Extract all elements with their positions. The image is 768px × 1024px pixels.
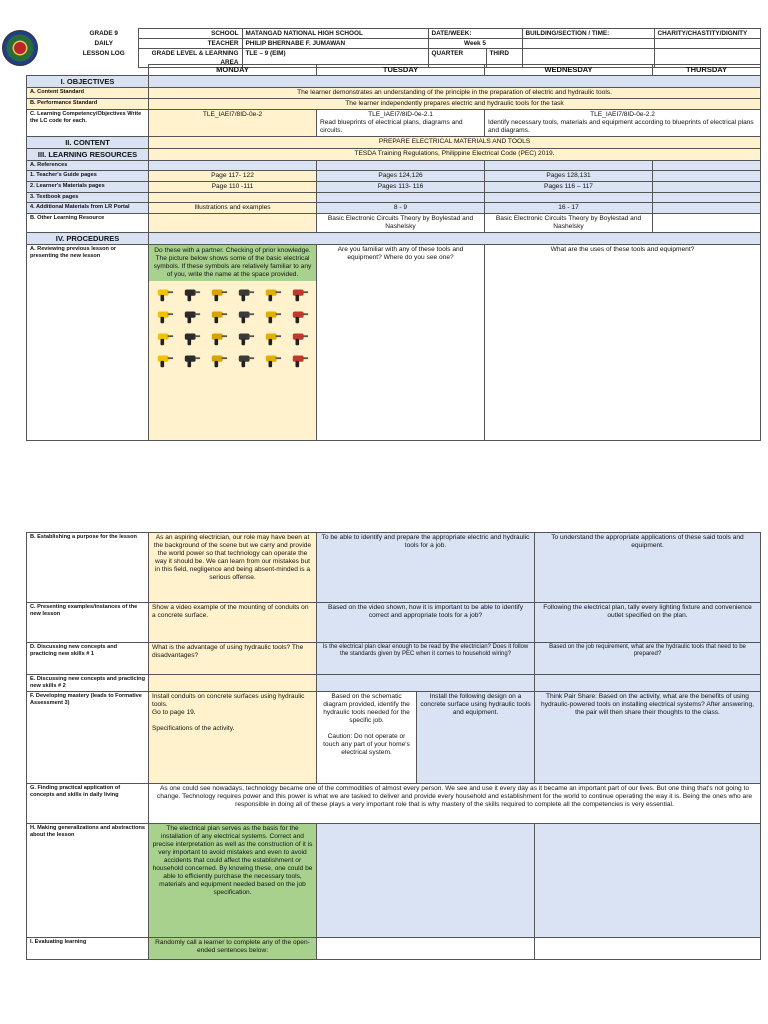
- performance-standard-text: The learner independently prepares electric and hydraulic tools for the task: [149, 99, 761, 110]
- examples-tuesday: Based on the video shown, how it is important to be able to identify correct and appropriate tools for a job?: [317, 603, 535, 643]
- competency-thursday-code: TLE_IAEI7/8ID-0e-2.2: [590, 111, 655, 118]
- date-label: DATE/WEEK:: [428, 29, 522, 39]
- school-label: SCHOOL: [138, 29, 242, 39]
- tg-pages-thursday: Pages 128,131: [485, 171, 653, 182]
- application-label: G. Finding practical application of concepts and skills in daily living: [27, 784, 149, 824]
- tg-pages-label: 1. Teacher's Guide pages: [27, 171, 149, 182]
- procedures-table: [26, 532, 761, 960]
- lm-pages-tuesday: Pages 113- 116: [317, 182, 485, 193]
- jigsaw-icon: [181, 285, 204, 303]
- mastery-wednesday: Install the following design on a concrete surface using hydraulic tools and equipment.: [417, 692, 535, 784]
- drill-icon: [288, 351, 311, 369]
- other-resource-tuesday: Basic Electronic Circuits Theory by Boylestad and Nashelsky: [317, 214, 485, 233]
- section-value: CHARITY/CHASTITY/DIGNITY: [654, 29, 760, 39]
- school-value: MATANGAD NATIONAL HIGH SCHOOL: [242, 29, 428, 39]
- content-standard-label: A. Content Standard: [27, 88, 149, 99]
- day-wednesday: WEDNESDAY: [485, 65, 653, 76]
- competency-label: C. Learning Competency/Objectives Write the LC code for each.: [27, 110, 149, 137]
- competency-thursday-text: Identify necessary tools, materials and equipment according to blueprints of electrical plans and diagrams.: [488, 119, 754, 134]
- lm-pages-label: 2. Learner's Materials pages: [27, 182, 149, 193]
- sander-icon: [261, 329, 284, 347]
- lm-pages-thursday: Pages 116 – 117: [485, 182, 653, 193]
- quarter-label: QUARTER: [428, 49, 486, 68]
- building-label: BUILDING/SECTION / TIME:: [522, 29, 654, 39]
- content-heading: II. CONTENT: [27, 137, 149, 149]
- procedures-heading: IV. PROCEDURES: [27, 233, 149, 245]
- mastery-tuesday-caution: Caution: Do not operate or touch any part of your home's electrical system.: [323, 733, 410, 756]
- teacher-value: PHILIP BHERNABE F. JUMAWAN: [242, 39, 428, 49]
- concepts-1-tuesday: Is the electrical plan clear enough to be read by the electrician? Does it follow the standards given by PEC when it comes to household wiring?: [317, 643, 535, 675]
- drill-icon: [208, 307, 231, 325]
- concepts-1-monday: What is the advantage of using hydraulic tools? The disadvantages?: [149, 643, 317, 675]
- generalization-label: H. Making generalizations and abstractions about the lesson: [27, 824, 149, 938]
- purpose-tuesday: To be able to identify and prepare the appropriate electric and hydraulic tools for a job.: [317, 533, 535, 603]
- screwdriver-icon: [288, 329, 311, 347]
- competency-tuesday-text: Read blueprints of electrical plans, diagrams and circuits.: [320, 119, 463, 134]
- purpose-label: B. Establishing a purpose for the lesson: [27, 533, 149, 603]
- header-table: [70, 28, 761, 68]
- grade-label: GRADE 9: [89, 29, 118, 37]
- school-seal-icon: [2, 30, 38, 66]
- teacher-label: TEACHER: [138, 39, 242, 49]
- grinder-icon: [208, 351, 231, 369]
- performance-standard-label: B. Performance Standard: [27, 99, 149, 110]
- concepts-1-thursday: Based on the job requirement, what are the hydraulic tools that need to be prepared?: [535, 643, 761, 675]
- drill-icon: [154, 351, 177, 369]
- review-lesson-label: A. Reviewing previous lesson or presenting the new lesson: [27, 245, 149, 441]
- other-resource-thursday: Basic Electronic Circuits Theory by Boylestad and Nashelsky: [485, 214, 653, 233]
- nailer-icon: [261, 351, 284, 369]
- mastery-tuesday-task: Based on the schematic diagram provided, identify the hydraulic tools needed for the specific job.: [323, 693, 410, 724]
- router-icon: [235, 285, 258, 303]
- competency-monday: TLE_IAEI7/8ID-0e-2: [149, 110, 317, 137]
- mastery-monday-page: Go to page 19.: [152, 709, 196, 716]
- examples-thursday: Following the electrical plan, tally every lighting fixture and convenience outlet specified on the plan.: [535, 603, 761, 643]
- purpose-monday: As an aspiring electrician, our role may have been at the background of the scene but we carry and provide the world power so that technology can operate the way it should be. We can learn from our mistakes but in this field, negligence and being absent-minded is a serious offense.: [149, 533, 317, 603]
- textbook-pages-label: 3. Textbook pages: [27, 193, 149, 203]
- sander-icon: [288, 285, 311, 303]
- heatgun-icon: [181, 307, 204, 325]
- quarter-value: THIRD: [486, 49, 522, 68]
- sprayer-icon: [154, 329, 177, 347]
- vacuum-icon: [181, 329, 204, 347]
- content-standard-text: The learner demonstrates an understanding of the principle in the preparation of electric and hydraulic tools.: [149, 88, 761, 99]
- drill-icon: [208, 285, 231, 303]
- objectives-heading: I. OBJECTIVES: [27, 76, 149, 88]
- evaluation-label: I. Evaluating learning: [27, 938, 149, 960]
- days-row: [27, 65, 761, 76]
- day-monday: MONDAY: [149, 65, 317, 76]
- lr-portal-monday: Illustrations and examples: [149, 203, 317, 214]
- examples-monday: Show a video example of the mounting of conduits on a concrete surface.: [149, 603, 317, 643]
- lr-portal-tuesday: 8 - 9: [317, 203, 485, 214]
- tg-pages-tuesday: Pages 124,126: [317, 171, 485, 182]
- mastery-monday-task: Install conduits on concrete surfaces using hydraulic tools.: [152, 693, 305, 708]
- week-value: Week 5: [428, 39, 522, 49]
- concepts-1-label: D. Discussing new concepts and practicing new skills # 1: [27, 643, 149, 675]
- lm-pages-monday: Page 110 -111: [149, 182, 317, 193]
- log-title-2: LESSON LOG: [82, 49, 125, 57]
- jigsaw-icon: [208, 329, 231, 347]
- evaluation-monday: Randomly call a learner to complete any of the open-ended sentences below:: [149, 938, 317, 960]
- examples-label: C. Presenting examples/instances of the new lesson: [27, 603, 149, 643]
- lesson-table: [26, 64, 761, 441]
- grinder-icon: [154, 285, 177, 303]
- planer-icon: [261, 285, 284, 303]
- other-resource-label: B. Other Learning Resource: [27, 214, 149, 233]
- hammer-drill-icon: [235, 351, 258, 369]
- chainsaw-icon: [181, 351, 204, 369]
- mastery-monday-specs: Specifications of the activity.: [152, 725, 235, 732]
- review-lesson-tuesday: Are you familiar with any of these tools and equipment? Where do you see one?: [317, 245, 485, 441]
- resources-heading: III. LEARNING RESOURCES: [27, 149, 149, 161]
- day-thursday: THURSDAY: [653, 65, 761, 76]
- concepts-2-label: E. Discussing new concepts and practicing new skills # 2: [27, 675, 149, 692]
- resources-text: TESDA Training Regulations, Philippine Electrical Code (PEC) 2019.: [149, 149, 761, 161]
- lr-portal-thursday: 16 - 17: [485, 203, 653, 214]
- purpose-thursday: To understand the appropriate applications of these said tools and equipment.: [535, 533, 761, 603]
- mastery-label: F. Developing mastery (leads to Formative Assessment 3): [27, 692, 149, 784]
- grade-area-value: TLE – 9 (EIM): [242, 49, 428, 68]
- hammer-drill-icon: [288, 307, 311, 325]
- blower-icon: [154, 307, 177, 325]
- application-text: As one could see nowadays, technology became one of the commodities of almost every person. We see and use it every day as it became an important part of our lives. But one thing that's not going to change. Technology requires power and this power is what we are tasked to deliver and provide every household and establishment for the world to continue operating the way it is. Being the ones who are responsible in doing all of these plays a very important role that is why mastery of the skills required to complete all the competencies is very essential.: [149, 784, 761, 824]
- impact-icon: [235, 307, 258, 325]
- review-lesson-thursday: What are the uses of these tools and equipment?: [485, 245, 761, 441]
- generalization-monday: The electrical plan serves as the basis for the installation of any electrical systems. Correct and precise interpretation as well as the construction of it is very important to avoid mistakes and even to avoid accidents that could affect the establishment or household concerned. By knowing these, one could be able to efficiently purchase the necessary tools, materials and equipment needed based on the job specification.: [149, 824, 317, 938]
- review-lesson-monday: Do these with a partner. Checking of prior knowledge. The picture below shows some of the basic electrical symbols. If these symbols are relatively familiar to any of you, write the name at the space provided.: [149, 245, 316, 281]
- log-title-1: DAILY: [94, 39, 114, 47]
- competency-tuesday-code: TLE_IAEI7/8ID-0e-2.1: [368, 111, 433, 118]
- tg-pages-monday: Page 117- 122: [149, 171, 317, 182]
- lr-portal-label: 4. Additional Materials from LR Portal: [27, 203, 149, 214]
- references-label: A. References: [27, 161, 149, 171]
- grade-area-label: GRADE LEVEL & LEARNING AREA: [138, 49, 242, 68]
- saw-icon: [261, 307, 284, 325]
- tools-picture: [149, 281, 316, 373]
- mastery-thursday: Think Pair Share: Based on the activity, what are the benefits of using hydraulic-powered tools on installing electrical systems? After answering, the pair will then share their thoughts to the class.: [535, 692, 761, 784]
- day-tuesday: TUESDAY: [317, 65, 485, 76]
- circular-saw-icon: [235, 329, 258, 347]
- content-text: PREPARE ELECTRICAL MATERIALS AND TOOLS: [149, 137, 761, 149]
